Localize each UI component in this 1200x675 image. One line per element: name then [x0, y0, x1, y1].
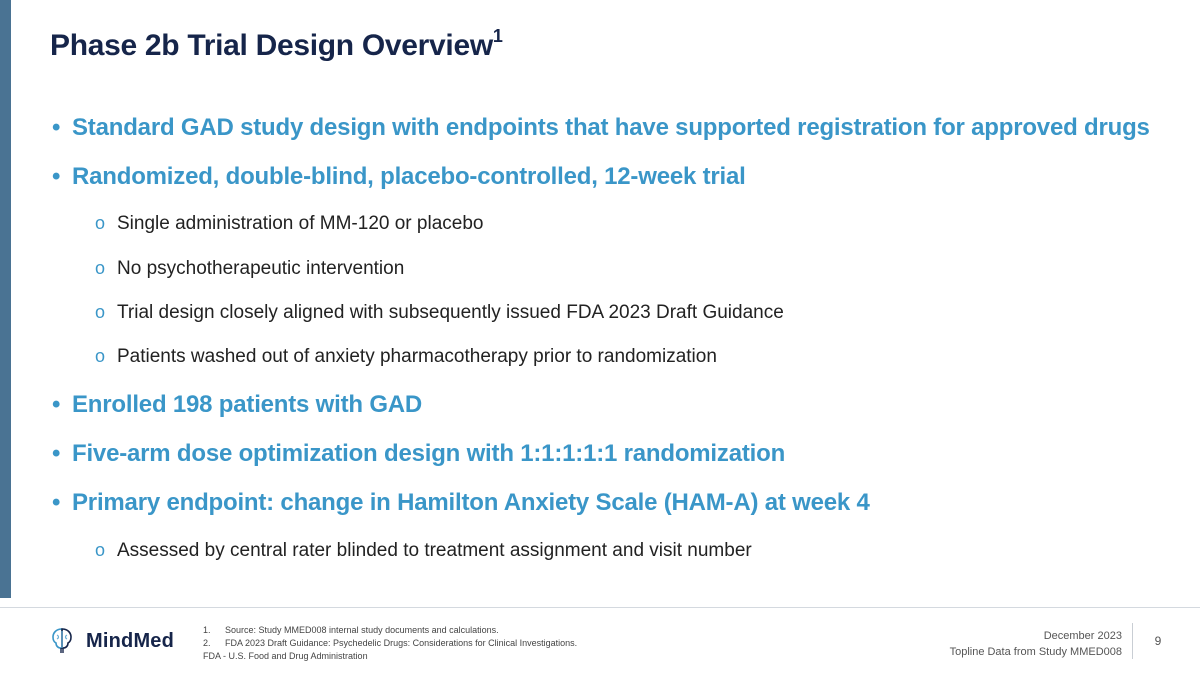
sub-bullet-text: Assessed by central rater blinded to treatment assignment and visit number [117, 540, 752, 561]
footer-subtitle: Topline Data from Study MMED008 [949, 646, 1122, 658]
mindmed-logo [50, 626, 174, 656]
bullet-item [52, 163, 746, 191]
footnote-1 [203, 624, 577, 637]
bullet-dot-icon: • [52, 440, 61, 467]
title-footnote-marker: 1 [492, 26, 503, 46]
footer-separator [1132, 623, 1133, 659]
bullet-text: Standard GAD study design with endpoints that have supported registration for approved drugs [72, 114, 1150, 141]
bullet-text: Five-arm dose optimization design with 1:1:1:1:1 randomization [72, 440, 786, 467]
bullet-text: Randomized, double-blind, placebo-controlled, 12-week trial [72, 163, 746, 190]
sub-bullet-circle-icon: o [95, 346, 106, 366]
footnote-number: 2. [203, 638, 211, 648]
bullet-dot-icon: • [52, 163, 61, 190]
bullet-dot-icon: • [52, 391, 61, 418]
sub-bullet-circle-icon: o [95, 258, 106, 278]
bullet-item [52, 391, 422, 419]
bullet-dot-icon: • [52, 489, 61, 516]
bullet-item [52, 440, 785, 468]
sub-bullet-text: Trial design closely aligned with subsequently issued FDA 2023 Draft Guidance [117, 302, 784, 323]
bullet-item [52, 114, 1150, 142]
footnote-text: Source: Study MMED008 internal study documents and calculations. [225, 625, 499, 635]
page-number: 9 [1154, 634, 1162, 648]
sub-bullet-circle-icon: o [95, 213, 106, 233]
footnote-3: FDA - U.S. Food and Drug Administration [203, 651, 368, 661]
sub-bullet-circle-icon: o [95, 302, 106, 322]
sub-bullet-text: Single administration of MM-120 or placebo [117, 213, 484, 234]
footer-divider [0, 607, 1200, 608]
bullet-text: Primary endpoint: change in Hamilton Anxiety Scale (HAM-A) at week 4 [72, 489, 870, 516]
brain-icon [50, 626, 74, 656]
sub-bullet-item [95, 540, 752, 562]
sub-bullet-circle-icon: o [95, 540, 106, 560]
sub-bullet-item [95, 302, 784, 324]
footer-date-block [950, 628, 1122, 660]
footnote-text: FDA 2023 Draft Guidance: Psychedelic Drugs: Considerations for Clinical Investigations. [225, 638, 578, 648]
bullet-dot-icon: • [52, 114, 61, 141]
logo-text: MindMed [86, 629, 175, 652]
footnote-2 [203, 637, 577, 650]
slide-title-text: Phase 2b Trial Design Overview [50, 29, 493, 62]
sub-bullet-text: No psychotherapeutic intervention [117, 258, 405, 279]
sub-bullet-item [95, 213, 483, 235]
bullet-text: Enrolled 198 patients with GAD [72, 391, 423, 418]
sub-bullet-item [95, 346, 717, 368]
footnote-number: 1. [203, 625, 211, 635]
sub-bullet-item [95, 258, 404, 280]
footnotes [203, 624, 577, 663]
footer-date: December 2023 [1043, 630, 1122, 642]
sub-bullet-text: Patients washed out of anxiety pharmacotherapy prior to randomization [117, 346, 717, 367]
bullet-item [52, 489, 870, 517]
